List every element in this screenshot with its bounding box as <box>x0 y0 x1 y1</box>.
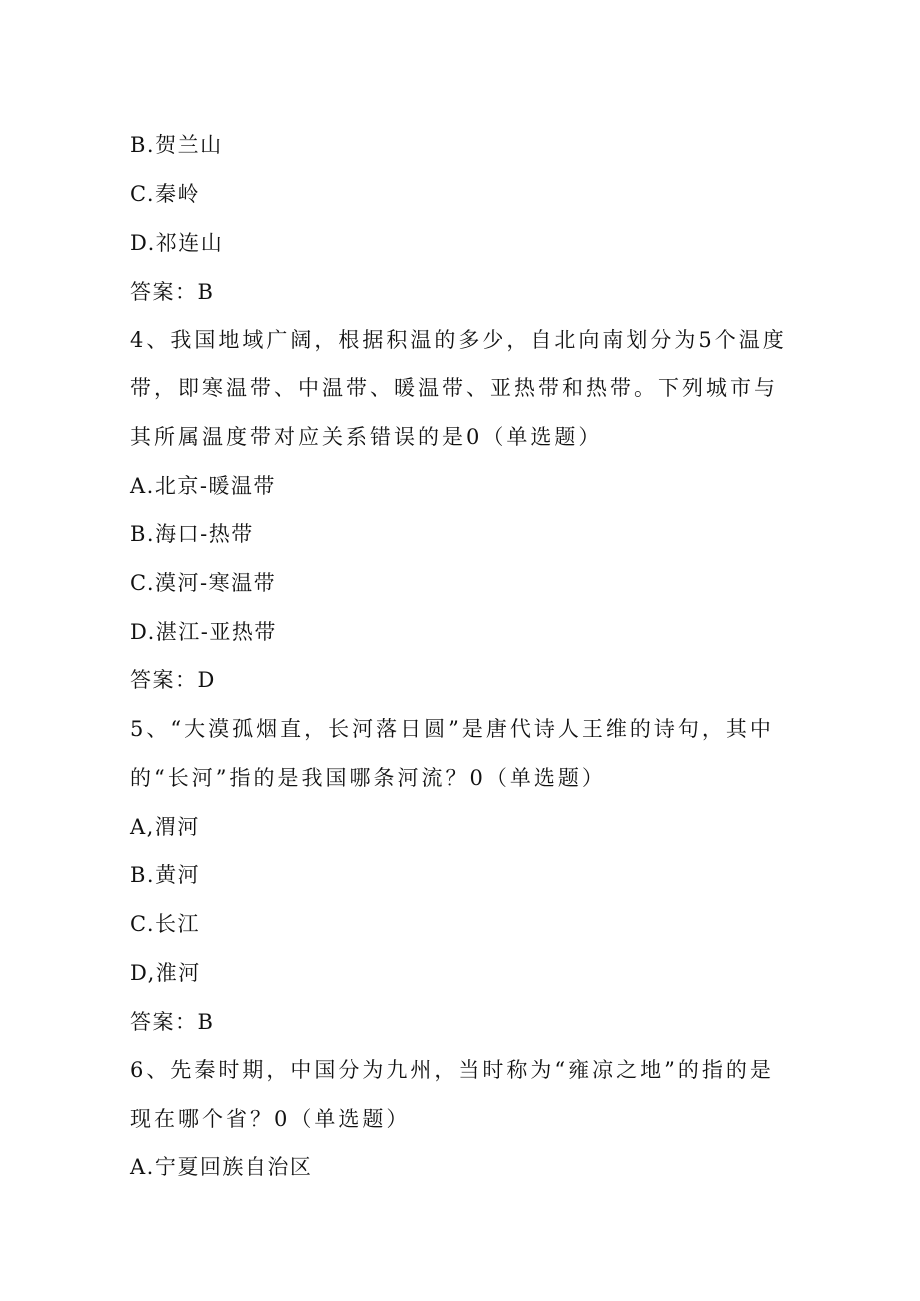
question-4-line-1: 4、我国地域广阔，根据积温的多少，自北向南划分为5个温度 <box>130 328 787 352</box>
answer-q4: 答案：D <box>130 668 216 692</box>
question-5-line-2: 的“长河”指的是我国哪条河流？0（单选题） <box>130 766 606 790</box>
question-4-line-2: 带，即寒温带、中温带、暖温带、亚热带和热带。下列城市与 <box>130 376 778 400</box>
question-6-line-1: 6、先秦时期，中国分为九州，当时称为“雍凉之地”的指的是 <box>130 1058 774 1082</box>
answer-q5: 答案：B <box>130 1010 215 1034</box>
question-5-line-1: 5、“大漠孤烟直，长河落日圆”是唐代诗人王维的诗句，其中 <box>130 717 774 741</box>
option-c-q5: C.长江 <box>130 912 200 936</box>
question-4-line-3: 其所属温度带对应关系错误的是0（单选题） <box>130 425 603 449</box>
option-d-q3: D.祁连山 <box>130 231 224 255</box>
option-c-q4: C.漠河-寒温带 <box>130 571 277 595</box>
option-a-q5: A,渭河 <box>130 815 200 839</box>
answer-q3: 答案：B <box>130 280 215 304</box>
option-a-q4: A.北京-暖温带 <box>130 474 276 498</box>
option-b-q3: B.贺兰山 <box>130 133 223 157</box>
option-a-q6: A.宁夏回族自治区 <box>130 1155 313 1179</box>
option-d-q5: D,淮河 <box>130 961 201 985</box>
option-c-q3: C.秦岭 <box>130 182 200 206</box>
option-d-q4: D.湛江-亚热带 <box>130 620 277 644</box>
option-b-q4: B.海口-热带 <box>130 522 254 546</box>
question-6-line-2: 现在哪个省？0（单选题） <box>130 1107 411 1131</box>
option-b-q5: B.黄河 <box>130 863 201 887</box>
